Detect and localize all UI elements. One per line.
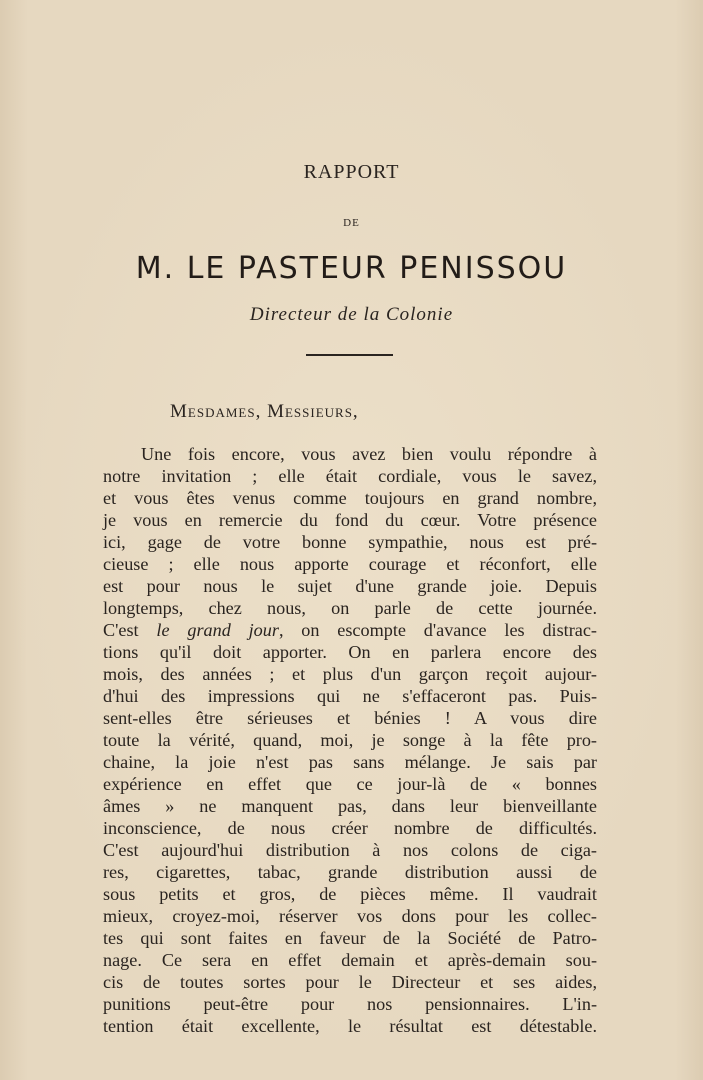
body-line: sous petits et gros, de pièces même. Il vaudrait: [103, 884, 597, 904]
body-line: Une fois encore, vous avez bien voulu répondre à: [141, 444, 597, 464]
body-line: est pour nous le sujet d'une grande joie. Depuis: [103, 576, 597, 596]
italic-after: , on escompte d'avance les distrac-: [278, 620, 597, 640]
body-line: mieux, croyez-moi, réserver vos dons pour les collec-: [103, 906, 597, 926]
body-line-with-italic: [103, 619, 597, 641]
body-line: expérience en effet que ce jour-là de « bonnes: [103, 774, 597, 794]
body-line: C'est aujourd'hui distribution à nos colons de ciga-: [103, 840, 597, 860]
body-line: ici, gage de votre bonne sympathie, nous est pré-: [103, 532, 597, 552]
body-line: cieuse ; elle nous apporte courage et réconfort, elle: [103, 554, 597, 574]
body-line: res, cigarettes, tabac, grande distribution aussi de: [103, 862, 597, 882]
body-line: mois, des années ; et plus d'un garçon reçoit aujour-: [103, 664, 597, 684]
body-line: cis de toutes sortes pour le Directeur et ses aides,: [103, 972, 597, 992]
body-line: nage. Ce sera en effet demain et après-demain sou-: [103, 950, 597, 970]
body-line: tes qui sont faites en faveur de la Société de Patro-: [103, 928, 597, 948]
body-line: inconscience, de nous créer nombre de difficultés.: [103, 818, 597, 838]
body-line: chaine, la joie n'est pas sans mélange. Je sais par: [103, 752, 597, 772]
body-line: notre invitation ; elle était cordiale, vous le savez,: [103, 466, 597, 486]
body-line: je vous en remercie du fond du cœur. Votre présence: [103, 510, 597, 530]
body-line: et vous êtes venus comme toujours en grand nombre,: [103, 488, 597, 508]
body-line: toute la vérité, quand, moi, je songe à la fête pro-: [103, 730, 597, 750]
body-line: longtemps, chez nous, on parle de cette journée.: [103, 598, 597, 618]
report-heading: RAPPORT: [303, 161, 400, 183]
body-line: sent-elles être sérieuses et bénies ! A vous dire: [103, 708, 597, 728]
preposition-de: DE: [343, 217, 360, 229]
body-line: punitions peut-être pour nos pensionnaires. L'in-: [103, 994, 597, 1014]
body-line: âmes » ne manquent pas, dans leur bienveillante: [103, 796, 597, 816]
body-line: tention était excellente, le résultat est détestable.: [103, 1016, 597, 1036]
body-line: tions qu'il doit apporter. On en parlera encore des: [103, 642, 597, 662]
italic-before: C'est: [103, 620, 157, 640]
section-divider: [306, 354, 393, 356]
italic-phrase: le grand jour: [156, 620, 279, 640]
salutation: Mesdames, Messieurs,: [170, 401, 359, 422]
author-role: Directeur de la Colonie: [249, 304, 454, 325]
body-line: d'hui des impressions qui ne s'effaceront pas. Puis-: [103, 686, 597, 706]
author-name: M. LE PASTEUR PENISSOU: [135, 251, 568, 286]
